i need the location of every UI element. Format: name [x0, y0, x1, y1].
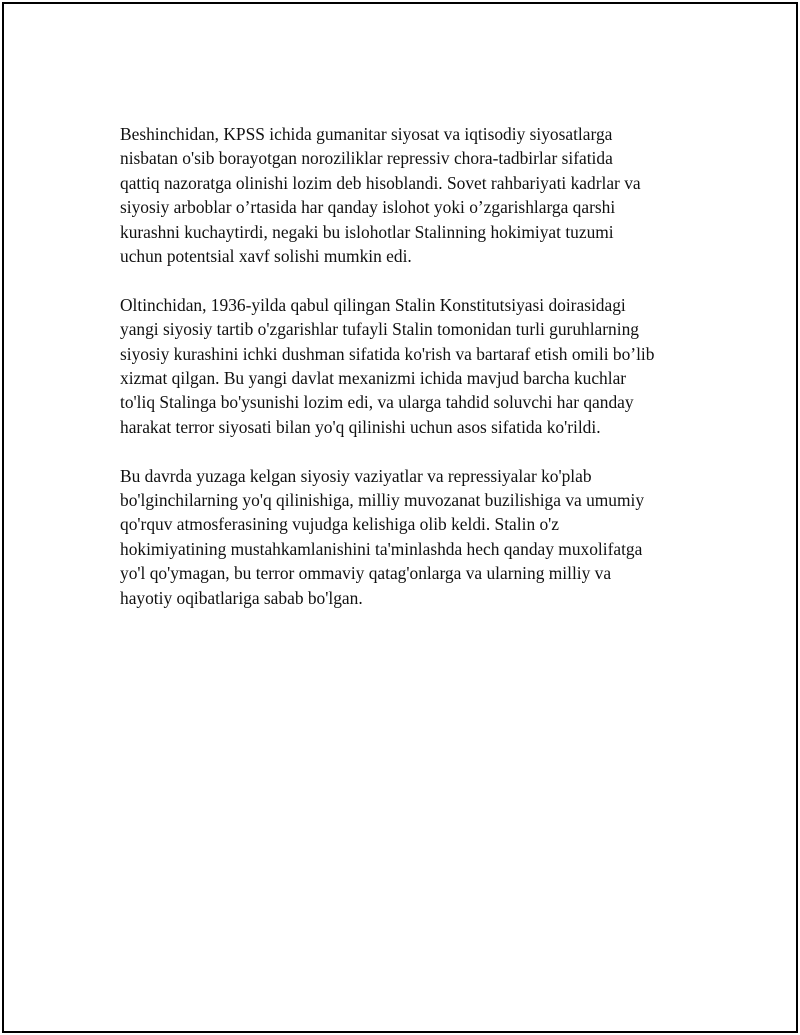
- text-line: nisbatan o'sib borayotgan noroziliklar repressiv chora-tadbirlar sifatida: [120, 148, 613, 169]
- document-body: [120, 122, 695, 634]
- text-line: siyosiy arboblar o’rtasida har qanday islohot yoki o’zgarishlarga qarshi: [120, 197, 616, 218]
- text-line: qattiq nazoratga olinishi lozim deb hisoblandi. Sovet rahbariyati kadrlar va: [120, 172, 641, 193]
- text-line: yangi siyosiy tartib o'zgarishlar tufayli Stalin tomonidan turli guruhlarning: [120, 319, 639, 340]
- text-line: Beshinchidan, KPSS ichida gumanitar siyosat va iqtisodiy siyosatlarga: [120, 124, 613, 144]
- text-line: hayotiy oqibatlariga sabab bo'lgan.: [120, 587, 363, 608]
- text-line: to'liq Stalinga bo'ysunishi lozim edi, va ularga tahdid soluvchi har qanday: [120, 392, 634, 413]
- text-line: uchun potentsial xavf solishi mumkin edi.: [120, 246, 412, 267]
- text-line: siyosiy kurashini ichki dushman sifatida ko'rish va bartaraf etish omili bo’lib: [120, 343, 655, 364]
- text-line: kurashni kuchaytirdi, negaki bu islohotlar Stalinning hokimiyat tuzumi: [120, 221, 614, 242]
- text-line: xizmat qilgan. Bu yangi davlat mexanizmi ichida mavjud barcha kuchlar: [120, 368, 627, 389]
- paragraph-3: [120, 464, 695, 610]
- text-line: hokimiyatining mustahkamlanishini ta'minlashda hech qanday muxolifatga: [120, 538, 643, 559]
- paragraph-2: [120, 293, 695, 439]
- text-line: Oltinchidan, 1936-yilda qabul qilingan Stalin Konstitutsiyasi doirasidagi: [120, 294, 626, 315]
- text-line: yo'l qo'ymagan, bu terror ommaviy qatag'onlarga va ularning milliy va: [120, 563, 612, 584]
- page-frame: [2, 2, 798, 1033]
- text-line: harakat terror siyosati bilan yo'q qilinishi uchun asos sifatida ko'rildi.: [120, 416, 601, 437]
- text-line: qo'rquv atmosferasining vujudga kelishiga olib keldi. Stalin o'z: [120, 514, 560, 535]
- text-line: bo'lginchilarning yo'q qilinishiga, milliy muvozanat buzilishiga va umumiy: [120, 490, 645, 511]
- paragraph-1: [120, 122, 695, 268]
- text-line: Bu davrda yuzaga kelgan siyosiy vaziyatlar va repressiyalar ko'plab: [120, 465, 592, 486]
